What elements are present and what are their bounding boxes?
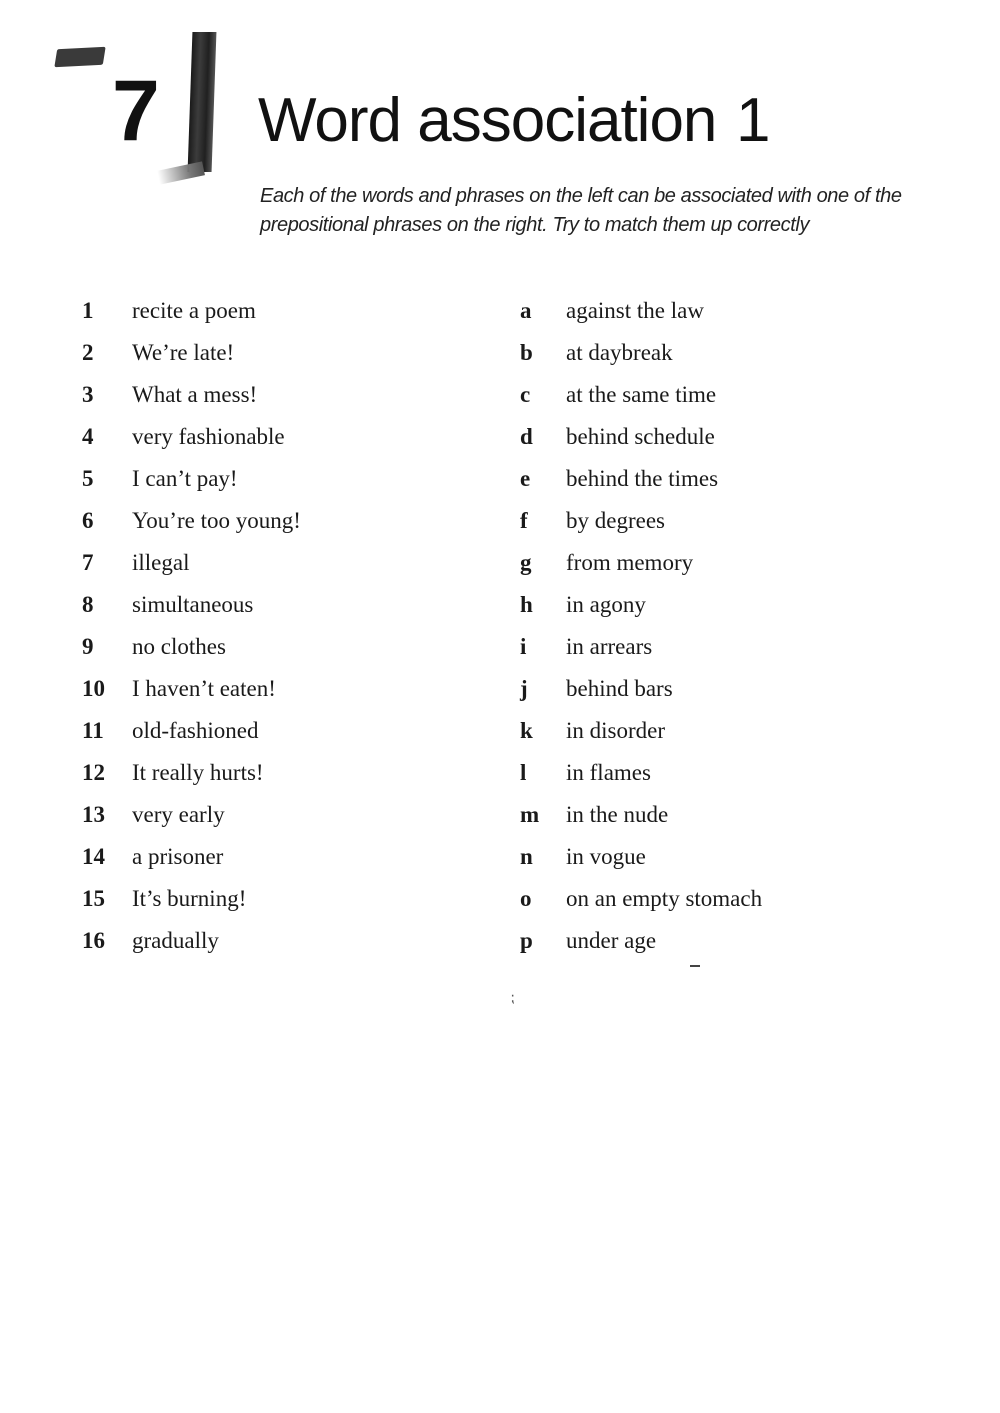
word-item-marker: 1 [82,298,94,323]
word-item [80,794,301,836]
left-column [80,290,301,962]
unit-number: 7 [112,63,160,159]
phrase-item [520,794,762,836]
word-item [80,752,301,794]
word-item-marker: 9 [82,634,94,659]
phrase-item-marker: a [520,298,532,323]
word-item-marker: 2 [82,340,94,365]
word-item-text: a prisoner [132,844,224,869]
phrase-item-text: on an empty stomach [566,886,763,911]
phrase-item-text: in the nude [566,802,669,827]
word-item [80,584,301,626]
word-item-text: very early [132,802,225,827]
word-item-marker: 6 [82,508,94,533]
word-item-marker: 4 [82,424,94,449]
word-item [80,542,301,584]
word-item-text: no clothes [132,634,226,659]
phrase-item-text: behind bars [566,676,673,701]
phrase-item [520,920,762,962]
scan-mark [54,47,105,67]
phrase-item-text: at daybreak [566,340,673,365]
phrase-item [520,290,762,332]
phrase-item-marker: p [520,928,533,953]
phrase-item [520,878,762,920]
word-item-marker: 7 [82,550,94,575]
word-item-text: I can’t pay! [132,466,238,491]
word-item-marker: 15 [82,886,105,911]
word-item [80,374,301,416]
word-item-text: recite a poem [132,298,256,323]
unit-divider-smudge [157,161,205,184]
scan-artifact-dash [690,965,700,967]
phrase-item [520,710,762,752]
phrase-item [520,416,762,458]
phrase-item-marker: n [520,844,533,869]
word-item [80,668,301,710]
phrase-item [520,374,762,416]
word-item-marker: 3 [82,382,94,407]
word-item [80,710,301,752]
phrase-item-text: in arrears [566,634,653,659]
phrase-item-text: in flames [566,760,651,785]
phrase-item [520,668,762,710]
page-title: Word association [258,86,717,155]
word-item [80,500,301,542]
word-item-text: What a mess! [132,382,258,407]
phrase-item [520,458,762,500]
word-item-marker: 16 [82,928,105,953]
word-item-marker: 14 [82,844,105,869]
word-item-text: illegal [132,550,190,575]
phrase-item-text: under age [566,928,657,953]
word-item [80,458,301,500]
word-item-text: simultaneous [132,592,254,617]
phrase-item-marker: k [520,718,533,743]
word-item [80,920,301,962]
phrase-item-marker: i [520,634,527,659]
phrase-item-marker: g [520,550,532,575]
unit-divider-bar [188,32,217,172]
phrase-item-marker: d [520,424,533,449]
phrase-item-text: in vogue [566,844,646,869]
word-item-marker: 11 [82,718,104,743]
word-item-text: It’s burning! [132,886,247,911]
phrase-item-marker: o [520,886,532,911]
phrase-item-marker: f [520,508,528,533]
phrase-item [520,584,762,626]
phrase-item [520,542,762,584]
phrase-item-text: from memory [566,550,694,575]
word-item [80,626,301,668]
phrase-item [520,752,762,794]
word-item-marker: 8 [82,592,94,617]
word-item-marker: 5 [82,466,94,491]
phrase-item-text: against the law [566,298,704,323]
phrase-item [520,500,762,542]
word-item [80,878,301,920]
word-item-marker: 13 [82,802,105,827]
phrase-item-text: in agony [566,592,646,617]
word-item-text: We’re late! [132,340,235,365]
phrase-item [520,836,762,878]
phrase-item-marker: b [520,340,533,365]
instructions: Each of the words and phrases on the left can be associated with one of the prepositional phrases on the right. Try to match them up correctly [260,185,902,236]
phrase-item-marker: l [520,760,527,785]
word-item-text: gradually [132,928,219,953]
phrase-item-marker: m [520,802,540,827]
right-column [520,290,762,962]
word-item-text: very fashionable [132,424,285,449]
phrase-item-text: by degrees [566,508,665,533]
phrase-item-text: behind schedule [566,424,715,449]
word-item [80,416,301,458]
phrase-item [520,626,762,668]
word-item-text: I haven’t eaten! [132,676,276,701]
word-item-marker: 12 [82,760,105,785]
phrase-item-marker: h [520,592,533,617]
title-number: 1 [736,86,771,155]
word-item-text: It really hurts! [132,760,264,785]
phrase-item-marker: e [520,466,531,491]
phrase-item-text: behind the times [566,466,719,491]
word-item [80,290,301,332]
scan-artifact-dot: ⁏ [510,991,515,1006]
word-item-text: old-fashioned [132,718,259,743]
word-item-marker: 10 [82,676,105,701]
phrase-item-text: in disorder [566,718,666,743]
word-item [80,332,301,374]
phrase-item [520,332,762,374]
word-item-text: You’re too young! [132,508,301,533]
phrase-item-marker: c [520,382,531,407]
phrase-item-text: at the same time [566,382,717,407]
phrase-item-marker: j [520,676,528,701]
word-item [80,836,301,878]
